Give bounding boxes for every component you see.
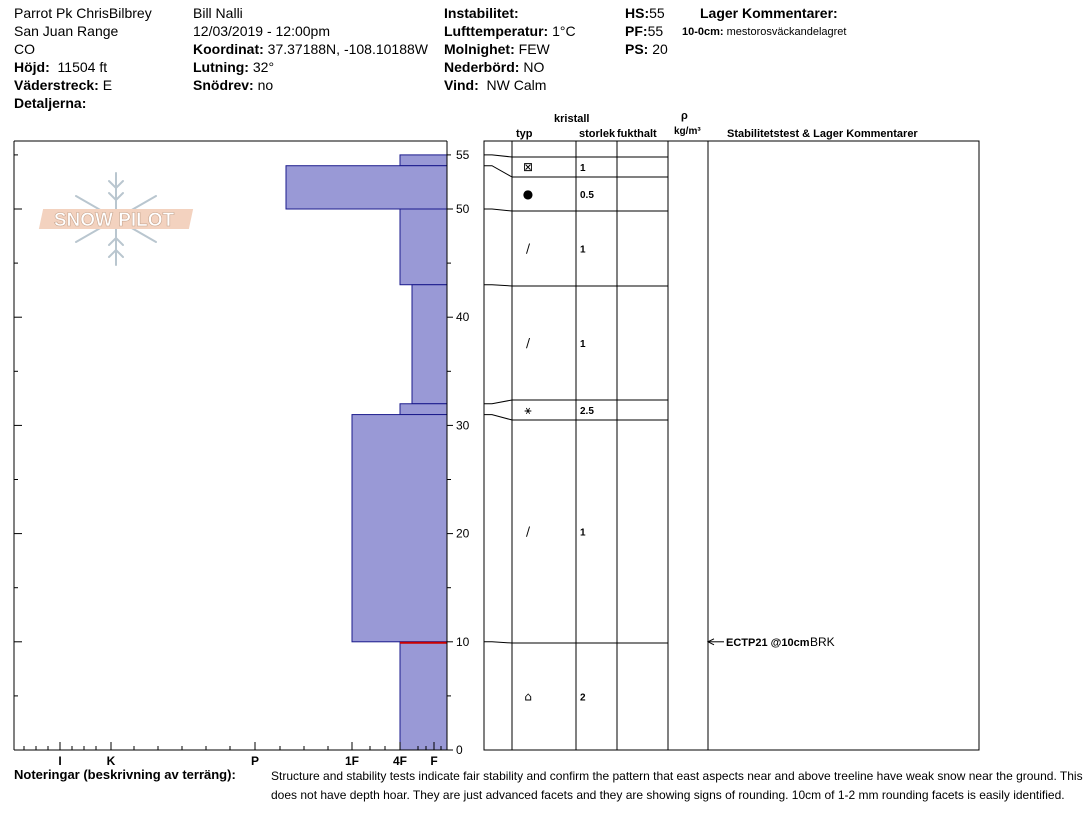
wind-label: Vind: xyxy=(444,77,479,93)
hardness-bar xyxy=(400,155,447,166)
y-tick-label: 50 xyxy=(456,202,470,216)
pf-value: 55 xyxy=(647,23,664,39)
layer-table xyxy=(484,141,979,750)
snowpilot-logo xyxy=(39,173,193,265)
notes-line-2: does not have depth hoar. They are just advanced facets and they are showing signs of rounding. 10cm of 1-2 mm rounding facets is easily identified. xyxy=(271,788,1065,802)
slope-label: Lutning: xyxy=(193,59,249,75)
instability-label: Instabilitet: xyxy=(444,5,519,21)
depth-connector xyxy=(484,415,512,420)
airtemp-label: Lufttemperatur: xyxy=(444,23,549,39)
y-tick-label: 40 xyxy=(456,310,470,325)
hardness-profile xyxy=(286,155,447,750)
column-kristall: kristall xyxy=(554,113,590,125)
crystal-type-symbol: ⊠ xyxy=(522,160,534,174)
crystal-size: 1 xyxy=(580,527,586,539)
slope-value: 32° xyxy=(252,59,275,75)
table-border xyxy=(484,141,979,750)
x-tick-label: K xyxy=(106,754,116,768)
depth-connector xyxy=(484,166,512,177)
hs-label: HS: xyxy=(625,5,650,21)
state-name: CO xyxy=(14,41,35,57)
y-tick-label: 20 xyxy=(456,526,470,541)
observation-datetime: 12/03/2019 - 12:00pm xyxy=(193,23,330,39)
column-density-unit: kg/m³ xyxy=(674,126,701,137)
coordinate-label: Koordinat: xyxy=(193,41,264,57)
x-tick-label: 4F xyxy=(392,754,408,768)
hardness-bar xyxy=(286,166,447,209)
elevation-value: 11504 ft xyxy=(57,59,108,75)
crystal-size: 1 xyxy=(580,244,586,256)
depth-connector xyxy=(484,400,512,404)
drift-value: no xyxy=(257,77,274,93)
crystal-type-symbol: / xyxy=(525,241,531,256)
notes-label: Noteringar (beskrivning av terräng): xyxy=(14,767,236,782)
ps-label: PS: xyxy=(625,41,649,57)
layer-comment-depth: 10-0cm: xyxy=(682,26,724,38)
hardness-bar xyxy=(400,209,447,285)
snowpilot-logo-text: SNOW PILOT xyxy=(53,210,175,231)
hardness-bar xyxy=(412,285,447,404)
crystal-size: 2.5 xyxy=(580,406,594,417)
y-tick-label: 55 xyxy=(456,147,470,162)
notes-line-1: Structure and stability tests indicate fair stability and confirm the pattern that east aspects near and above treeline have weak snow near the ground. This xyxy=(271,769,1083,783)
crystal-type-symbol: / xyxy=(525,336,531,350)
elevation-label: Höjd: xyxy=(14,59,50,75)
crystal-size: 2 xyxy=(580,692,586,704)
aspect-value: E xyxy=(102,77,113,93)
y-tick-label: 30 xyxy=(456,418,470,433)
column-rho: ρ xyxy=(681,110,688,122)
drift-label: Snödrev: xyxy=(193,77,254,93)
coordinate-value: 37.37188N, -108.10188W xyxy=(267,41,428,57)
precip-label: Nederbörd: xyxy=(444,59,520,75)
crystal-type-symbol: ● xyxy=(522,187,534,201)
location-name: Parrot Pk ChrisBilbrey xyxy=(14,5,152,21)
column-stability-title: Stabilitetstest & Lager Kommentarer xyxy=(727,128,918,140)
crystal-size: 1 xyxy=(580,339,586,350)
y-tick-label: 10 xyxy=(456,634,470,649)
crystal-type-symbol: ⌂ xyxy=(524,689,532,704)
stability-test-code: ECTP21 @10cm xyxy=(726,636,810,649)
hardness-bar xyxy=(400,642,447,750)
airtemp-value: 1°C xyxy=(552,23,576,39)
hardness-bar xyxy=(400,404,447,415)
sky-label: Molnighet: xyxy=(444,41,515,57)
crystal-type-symbol: / xyxy=(525,524,531,539)
x-tick-label: I xyxy=(58,754,62,768)
wind-value: NW Calm xyxy=(486,77,547,93)
hs-value: 55 xyxy=(649,5,665,21)
ps-value: 20 xyxy=(652,41,668,57)
crystal-type-symbol: ⚹ xyxy=(524,403,532,417)
precip-value: NO xyxy=(523,59,545,75)
column-typ: typ xyxy=(516,128,533,140)
depth-connector xyxy=(484,155,512,157)
column-fukthalt: fukthalt xyxy=(617,128,657,140)
stability-test-result: BRK xyxy=(810,634,835,649)
aspect-label: Väderstreck: xyxy=(14,77,99,93)
crystal-size: 0.5 xyxy=(580,190,594,201)
x-tick-label: F xyxy=(430,754,438,768)
layer-comments-title: Lager Kommentarer: xyxy=(700,5,838,21)
depth-connector xyxy=(484,209,512,211)
sky-value: FEW xyxy=(518,41,550,57)
x-tick-label: 1F xyxy=(344,754,360,768)
depth-connector xyxy=(484,642,512,643)
depth-connector xyxy=(484,285,512,286)
x-tick-label: P xyxy=(250,754,260,768)
details-label: Detaljerna: xyxy=(14,95,87,111)
crystal-size: 1 xyxy=(580,163,586,174)
range-name: San Juan Range xyxy=(14,23,119,39)
y-tick-label: 0 xyxy=(456,743,463,757)
observer-name: Bill Nalli xyxy=(193,5,243,21)
column-storlek: storlek xyxy=(579,128,616,140)
pf-label: PF: xyxy=(625,23,648,39)
hardness-bar xyxy=(352,415,447,642)
layer-comment-text: mestorosväckandelagret xyxy=(726,26,847,38)
